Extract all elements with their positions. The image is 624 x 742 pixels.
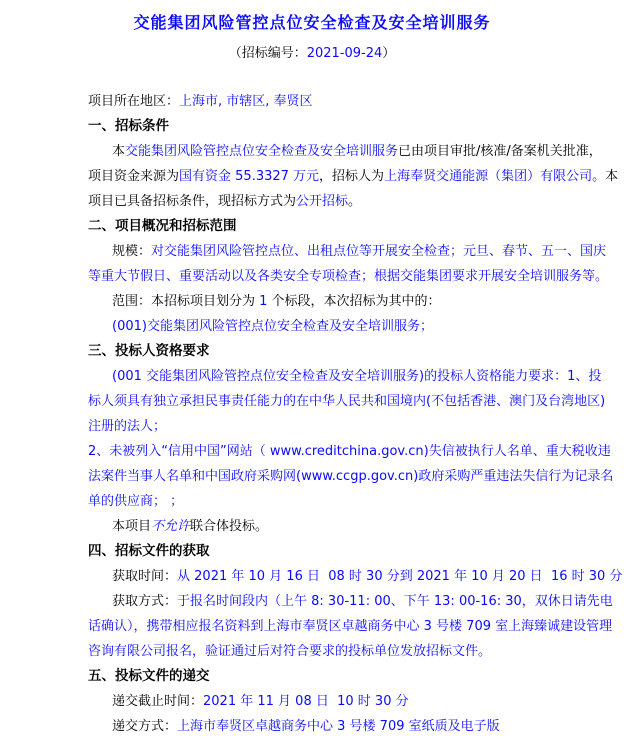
text-run: (001)交能集团风险管控点位安全检查及安全培训服务； — [112, 319, 433, 334]
text-run: 标人须具有独立承担民事责任能力的在中华人民共和国境内(不包括香港、澳门及台湾地区) — [88, 394, 606, 409]
text-line — [88, 714, 604, 739]
text-run: 上海市奉贤区卓越商务中心 3 号楼 709 室纸质及电子版 — [177, 719, 500, 734]
text-run: 五、投标文件的递交 — [88, 668, 210, 684]
text-run: （招标编号： — [228, 46, 307, 61]
tender-number-line — [0, 42, 624, 61]
text-run: 递交方式： — [112, 719, 178, 734]
text-line — [88, 564, 623, 589]
text-run: 本 — [112, 144, 126, 159]
text-run: 联合体投标。 — [190, 519, 269, 534]
text-run: 对交能集团风险管控点位、出租点位等开展安全检查；元旦、春节、五一、国庆 — [151, 244, 607, 259]
text-line — [88, 614, 613, 639]
text-line — [88, 514, 604, 539]
text-run: ） — [382, 46, 396, 61]
text-run: 话确认），携带相应报名资料到上海市奉贤区卓越商务中心 3 号楼 709 室上海臻诚建设管理 — [88, 619, 613, 634]
text-run: 不允许 — [151, 519, 191, 534]
text-line — [88, 389, 604, 414]
text-line — [88, 239, 607, 264]
text-run: 于报名时间段内（上午 8: 30-11: 00、下午 13: 00-16: 30，双休日请先电 — [177, 594, 613, 609]
text-line — [88, 189, 604, 214]
text-run: 已由项目审批/核准/备案机关批准， — [398, 144, 602, 159]
text-run: 咨询有限公司报名，验证通过后对符合要求的投标单位发放招标文件。 — [88, 644, 492, 659]
text-run: 上海奉贤交通能源（集团）有限公司 — [384, 169, 593, 184]
text-line — [88, 414, 604, 439]
text-run: 注册的法人； — [88, 419, 167, 434]
text-line — [88, 464, 614, 489]
text-run: 获取时间： — [112, 569, 178, 584]
text-run: 获取方式： — [112, 594, 178, 609]
document-body — [0, 89, 624, 739]
text-run: 项目所在地区： — [88, 94, 180, 109]
section-heading — [88, 339, 604, 364]
section-heading — [88, 539, 604, 564]
text-run: 交能集团风险管控点位安全检查及安全培训服务 — [125, 144, 399, 159]
section-heading — [88, 214, 604, 239]
text-run: 递交截止时间： — [112, 694, 204, 709]
text-run: 国有资金 55.3327 万元 — [179, 169, 320, 184]
text-run: 四、招标文件的获取 — [88, 543, 210, 559]
section-heading — [88, 664, 604, 689]
text-line — [88, 314, 604, 339]
text-run: ，招标人为 — [319, 169, 385, 184]
text-line — [88, 489, 604, 514]
text-line — [88, 639, 604, 664]
text-line — [88, 89, 604, 114]
text-run: 二、项目概况和招标范围 — [88, 218, 237, 234]
text-run: 1 — [259, 294, 268, 309]
text-line — [88, 589, 613, 614]
text-run: 一、招标条件 — [88, 118, 169, 134]
text-line — [88, 689, 604, 714]
text-line — [88, 439, 611, 464]
text-run: 。本 — [592, 169, 619, 184]
text-line — [88, 164, 619, 189]
text-line — [88, 139, 604, 164]
text-run: 单的供应商； ； — [88, 494, 184, 509]
text-run: 规模： — [112, 244, 152, 259]
text-run: 法案件当事人名单和中国政府采购网(www.ccgp.gov.cn)政府采购严重违法失信行为记录名 — [88, 469, 614, 484]
text-run: 三、投标人资格要求 — [88, 343, 210, 359]
text-line — [88, 289, 604, 314]
text-run: 从 2021 年 10 月 16 日 08 时 30 分到 2021 年 10 月 20 日 16 时 30 分 — [177, 569, 623, 584]
text-line — [88, 264, 609, 289]
text-run: 项目资金来源为 — [88, 169, 180, 184]
text-run: (001 交能集团风险管控点位安全检查及安全培训服务)的投标人资格能力要求：1、投 — [112, 369, 602, 384]
text-run: 个标段，本次招标为其中的： — [267, 294, 441, 309]
document-title: 交能集团风险管控点位安全检查及安全培训服务 — [133, 13, 491, 32]
section-heading — [88, 114, 604, 139]
text-run: 2、未被列入“信用中国”网站（ www.creditchina.gov.cn)失信被执行人名单、重大税收违 — [88, 444, 611, 459]
text-run: 。 — [348, 194, 362, 209]
text-line — [88, 364, 604, 389]
text-run: 本项目 — [112, 519, 152, 534]
text-run: 2021 年 11 月 08 日 10 时 30 分 — [203, 694, 409, 709]
text-run: 范围：本招标项目划分为 — [112, 294, 260, 309]
text-run: 等重大节假日、重要活动以及各类安全专项检查；根据交能集团要求开展安全培训服务等。 — [88, 269, 609, 284]
text-run: 公开招标 — [296, 194, 349, 209]
text-run: 上海市, 市辖区, 奉贤区 — [179, 94, 313, 109]
text-run: 2021-09-24 — [306, 46, 383, 61]
text-run: 项目已具备招标条件，现招标方式为 — [88, 194, 297, 209]
